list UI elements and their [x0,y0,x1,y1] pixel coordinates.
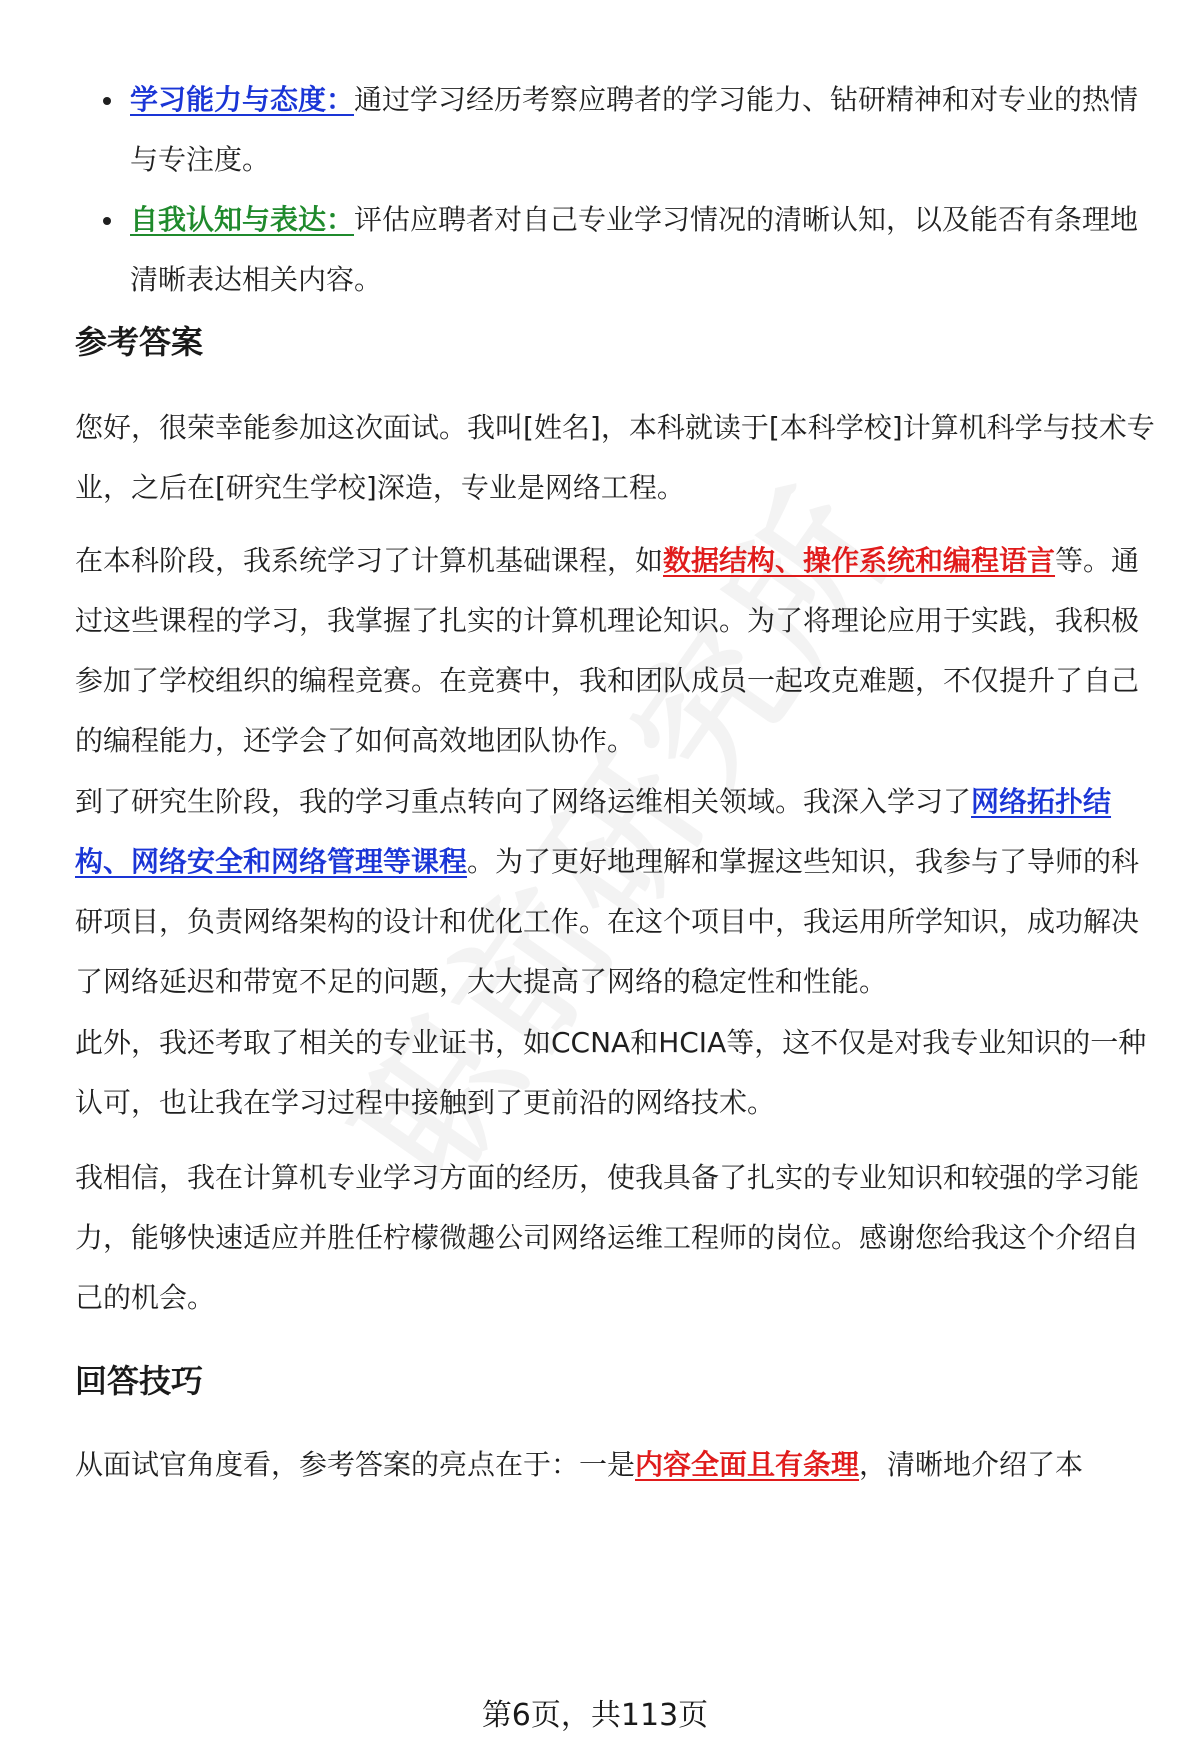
highlight-comprehensive: 内容全面且有条理 [635,1448,860,1481]
answer-paragraph-1: 您好，很荣幸能参加这次面试。我叫[姓名]，本科就读于[本科学校]计算机科学与技术专业，之后在[研究生学校]深造，专业是网络工程。 [75,411,1155,504]
answer-paragraph-2: 在本科阶段，我系统学习了计算机基础课程，如数据结构、操作系统和编程语言等。通过这些课程的学习，我掌握了扎实的计算机理论知识。为了将理论应用于实践，我积极参加了学校组织的编程竞赛。在竞赛中，我和团队成员一起攻克难题，不仅提升了自己的编程能力，还学会了如何高效地团队协作。 [75,544,1140,757]
list-item [104,190,1164,310]
section-heading-answer: 参考答案 [75,323,204,361]
tips-paragraph-1: 从面试官角度看，参考答案的亮点在于：一是内容全面且有条理，清晰地介绍了本 [75,1448,1084,1481]
evaluation-points-list [104,70,1164,310]
list-item [104,70,1164,190]
highlight-core-courses: 数据结构、操作系统和编程语言 [663,544,1056,577]
bullet-label-learning: 学习能力与态度： [130,83,355,116]
answer-paragraph-5: 我相信，我在计算机专业学习方面的经历，使我具备了扎实的专业知识和较强的学习能力，能够快速适应并胜任柠檬微趣公司网络运维工程师的岗位。感谢您给我这个介绍自己的机会。 [75,1161,1140,1314]
bullet-dot-icon [103,97,111,105]
bullet-text-self-awareness: 评估应聘者对自己专业学习情况的清晰认知，以及能否有条理地清晰表达相关内容。 [130,203,1139,296]
answer-paragraph-4: 此外，我还考取了相关的专业证书，如CCNA和HCIA等，这不仅是对我专业知识的一种认可，也让我在学习过程中接触到了更前沿的网络技术。 [75,1026,1147,1119]
bullet-label-self-awareness: 自我认知与表达： [130,203,355,236]
page-number: 第6页，共113页 [481,1698,709,1733]
bullet-dot-icon [103,217,111,225]
answer-paragraph-3: 到了研究生阶段，我的学习重点转向了网络运维相关领域。我深入学习了网络拓扑结构、网络安全和网络管理等课程。为了更好地理解和掌握这些知识，我参与了导师的科研项目，负责网络架构的设计和优化工作。在这个项目中，我运用所学知识，成功解决了网络延迟和带宽不足的问题，大大提高了网络的稳定性和性能。 [75,785,1140,998]
bullet-text-learning: 通过学习经历考察应聘者的学习能力、钻研精神和对专业的热情与专注度。 [130,83,1139,176]
highlight-network-courses: 网络拓扑结构、网络安全和网络管理等课程 [75,785,1112,878]
section-heading-tips: 回答技巧 [75,1362,204,1400]
